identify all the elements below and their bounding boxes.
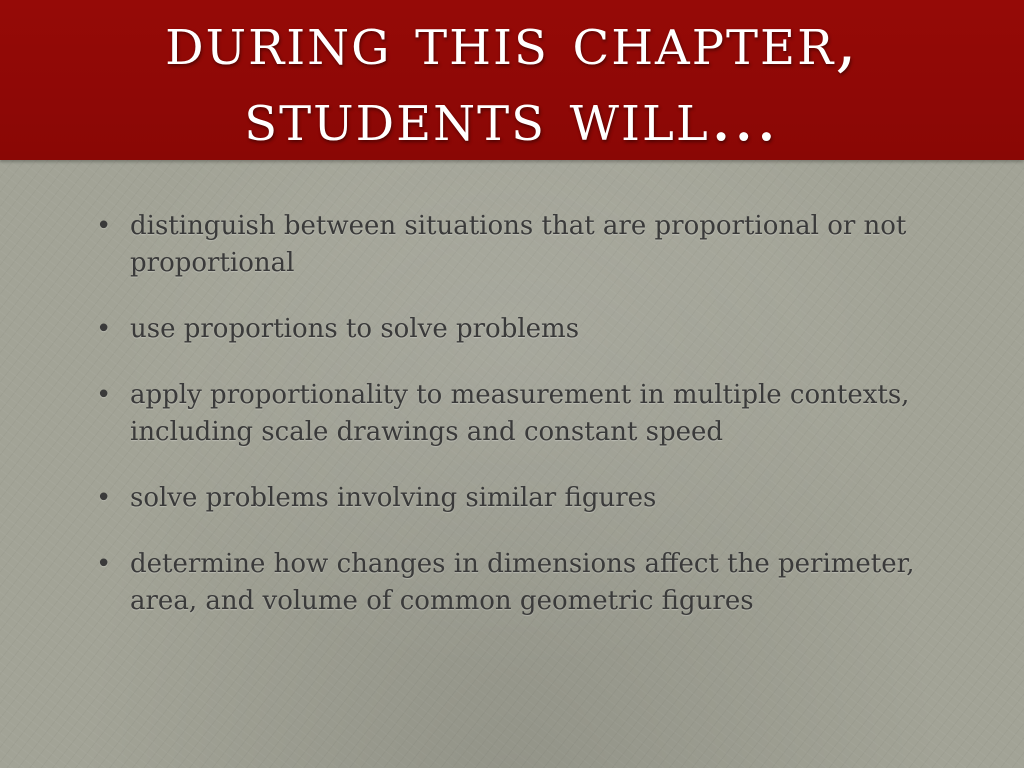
bullet-marker: • [96, 211, 112, 241]
bullet-text: determine how changes in dimensions affect the perimeter, area, and volume of common geometric figures [130, 549, 915, 616]
bullet-item [96, 480, 916, 517]
bullet-item [96, 311, 916, 348]
bullet-text: use proportions to solve problems [130, 314, 580, 344]
bullet-item [96, 208, 916, 282]
bullet-list [96, 208, 916, 649]
bullet-marker: • [96, 483, 112, 513]
bullet-item [96, 546, 916, 620]
slide-title-line-1: during this chapter, [165, 2, 859, 81]
bullet-text: apply proportionality to measurement in multiple contexts, including scale drawings and constant speed [130, 380, 910, 447]
bullet-item [96, 377, 916, 451]
bullet-marker: • [96, 380, 112, 410]
title-band [0, 0, 1024, 160]
bullet-text: solve problems involving similar figures [130, 483, 657, 513]
slide-title-line-2: students will… [244, 78, 780, 157]
bullet-text: distinguish between situations that are proportional or not proportional [130, 211, 907, 278]
bullet-marker: • [96, 314, 112, 344]
bullet-marker: • [96, 549, 112, 579]
slide-title [0, 4, 1024, 156]
